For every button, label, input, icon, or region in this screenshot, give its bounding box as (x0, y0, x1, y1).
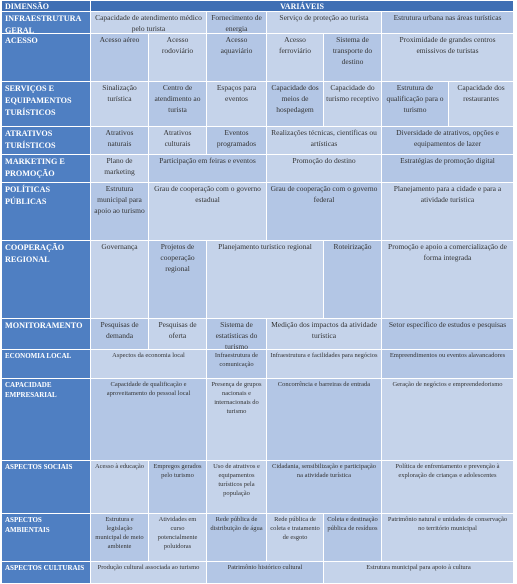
variable-cell: Planejamento para a cidade e para a atividade turística (382, 183, 514, 241)
variable-cell: Pesquisas de oferta (149, 319, 207, 350)
variable-cell: Participação em feiras e eventos (149, 155, 267, 183)
variable-cell: Realizações técnicas, científicas ou artísticas (267, 127, 382, 155)
variable-cell: Promoção e apoio a comercialização de forma integrada (382, 241, 514, 319)
variable-cell: Geração de negócios e empreendedorismo (382, 379, 514, 461)
variable-cell: Patrimônio natural e unidades de conservação no território municipal (382, 514, 514, 562)
variable-cell: Sinalização turística (91, 82, 149, 127)
variable-cell: Capacidade dos restaurantes (449, 82, 514, 127)
dimension-label: SERVIÇOS E EQUIPAMENTOS TURÍSTICOS (2, 82, 91, 127)
variable-cell: Setor específico de estudos e pesquisas (382, 319, 514, 350)
variable-cell: Acesso aéreo (91, 34, 149, 82)
variable-cell: Atividades em curso potencialmente poluidoras (149, 514, 207, 562)
variable-cell: Estrutura urbana nas áreas turísticas (382, 12, 514, 34)
variable-cell: Diversidade de atrativos, opções e equipamentos de lazer (382, 127, 514, 155)
variable-cell: Patrimônio histórico cultural (207, 562, 324, 584)
variable-cell: Roteirização (324, 241, 382, 319)
variable-cell: Plano de marketing (91, 155, 149, 183)
variable-cell: Acesso ferroviário (267, 34, 324, 82)
variable-cell: Proximidade de grandes centros emissivos de turistas (382, 34, 514, 82)
variable-cell: Rede pública de coleta e tratamento de esgoto (267, 514, 324, 562)
variable-cell: Projetos de cooperação regional (149, 241, 207, 319)
variable-cell: Empregos gerados pelo turismo (149, 461, 207, 514)
variable-cell: Política de enfrentamento e prevenção à exploração de crianças e adolescentes (382, 461, 514, 514)
dimension-label: MONITORAMENTO (2, 319, 91, 350)
variable-cell: Sistema de transporte do destino (324, 34, 382, 82)
dimension-label: COOPERAÇÃO REGIONAL (2, 241, 91, 319)
variable-cell: Estrutura e legislação municipal de meio ambiente (91, 514, 149, 562)
variable-cell: Infraestrutura e facilidades para negócios (267, 350, 382, 379)
variable-cell: Capacidade de atendimento médico pelo turista (91, 12, 207, 34)
variable-cell: Uso de atrativos e equipamentos turísticos pela população (207, 461, 267, 514)
variable-cell: Concorrência e barreiras de entrada (267, 379, 382, 461)
variable-cell: Fornecimento de energia (207, 12, 267, 34)
dimension-label: MARKETING E PROMOÇÃO (2, 155, 91, 183)
variable-cell: Estrutura municipal para apoio ao turismo (91, 183, 149, 241)
variable-cell: Acesso rodoviário (149, 34, 207, 82)
variable-cell: Eventos programados (207, 127, 267, 155)
variable-cell: Estratégias de promoção digital (382, 155, 514, 183)
variable-cell: Espaços para eventos (207, 82, 267, 127)
variable-cell: Grau de cooperação com o governo federal (267, 183, 382, 241)
variable-cell: Capacidade do turismo receptivo (324, 82, 382, 127)
header-variables: VARIÁVEIS (91, 1, 514, 12)
variable-cell: Produção cultural associada ao turismo (91, 562, 207, 584)
variable-cell: Acesso aquaviário (207, 34, 267, 82)
variable-cell: Empreendimentos ou eventos alavancadores (382, 350, 514, 379)
dimension-label: ASPECTOS CULTURAIS (2, 562, 91, 584)
variable-cell: Atrativos culturais (149, 127, 207, 155)
variable-cell: Grau de cooperação com o governo estadual (149, 183, 267, 241)
dimension-label: ASPECTOS AMBIENTAIS (2, 514, 91, 562)
variable-cell: Cidadania, sensibilização e participação na atividade turística (267, 461, 382, 514)
dimension-label: ACESSO (2, 34, 91, 82)
variable-cell: Aspectos da economia local (91, 350, 207, 379)
variable-cell: Coleta e destinação pública de resíduos (324, 514, 382, 562)
header-dimension: DIMENSÃO (2, 1, 91, 12)
variable-cell: Presença de grupos nacionais e internacionais do turismo (207, 379, 267, 461)
variable-cell: Infraestrutura de comunicação (207, 350, 267, 379)
variable-cell: Capacidade dos meios de hospedagem (267, 82, 324, 127)
variable-cell: Governança (91, 241, 149, 319)
variable-cell: Sistema de estatísticas do turismo (207, 319, 267, 350)
dimension-label: INFRAESTRUTURA GERAL (2, 12, 91, 34)
dimension-label: POLÍTICAS PÚBLICAS (2, 183, 91, 241)
variable-cell: Atrativos naturais (91, 127, 149, 155)
variable-cell: Rede pública de distribuição de água (207, 514, 267, 562)
variable-cell: Estrutura municipal para apoio à cultura (324, 562, 514, 584)
variable-cell: Promoção do destino (267, 155, 382, 183)
dimension-label: CAPACIDADE EMPRESARIAL (2, 379, 91, 461)
dimension-label: ASPECTOS SOCIAIS (2, 461, 91, 514)
dimension-label: ATRATIVOS TURÍSTICOS (2, 127, 91, 155)
variable-cell: Centro de atendimento ao turista (149, 82, 207, 127)
dimension-label: ECONOMIA LOCAL (2, 350, 91, 379)
variable-cell: Acesso à educação (91, 461, 149, 514)
variable-cell: Estrutura de qualificação para o turismo (382, 82, 449, 127)
variable-cell: Planejamento turístico regional (207, 241, 324, 319)
variable-cell: Pesquisas de demanda (91, 319, 149, 350)
variables-table (2, 1, 514, 572)
variable-cell: Serviço de proteção ao turista (267, 12, 382, 34)
variable-cell: Medição dos impactos da atividade turística (267, 319, 382, 350)
variable-cell: Capacidade de qualificação e aproveitamento do pessoal local (91, 379, 207, 461)
